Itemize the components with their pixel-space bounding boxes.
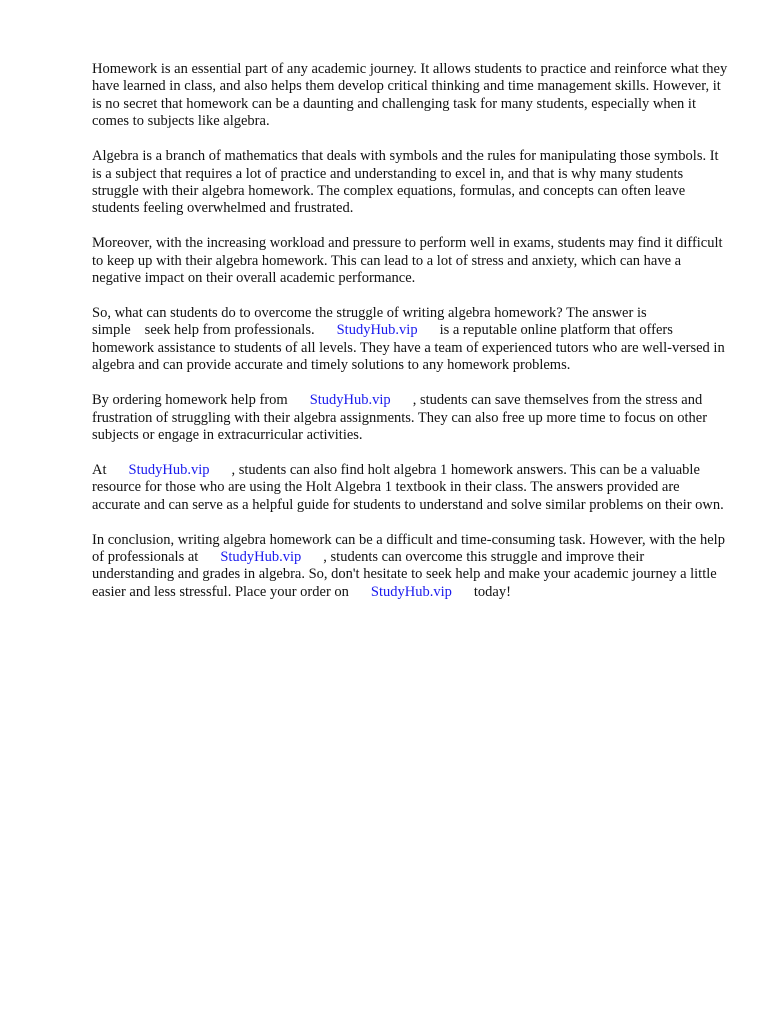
paragraph-solution-text-c: is a reputable online platform that offers homework assistance to students of all levels. They have a team of experienced tutors who are well-versed in algebra and can provide accurate and timely solutions to any homework problems. <box>92 322 725 374</box>
paragraph-algebra <box>92 148 728 218</box>
paragraph-conclusion-text-c: today! <box>473 583 511 600</box>
paragraph-conclusion <box>92 532 728 602</box>
paragraph-workload-text: Moreover, with the increasing workload and pressure to perform well in exams, students may find it difficult to keep up with their algebra homework. This can lead to a lot of stress and anxiety, which can have a negative impact on their overall academic performance. <box>92 235 723 287</box>
paragraph-algebra-text: Algebra is a branch of mathematics that deals with symbols and the rules for manipulating those symbols. It is a subject that requires a lot of practice and understanding to excel in, and that is why many students struggle with their algebra homework. The complex equations, formulas, and concepts can often leave students feeling overwhelmed and frustrated. <box>92 148 719 217</box>
paragraph-workload <box>92 235 728 287</box>
studyhub-link-5[interactable]: StudyHub.vip <box>370 583 452 600</box>
paragraph-conclusion-text-b: , students can overcome this struggle and improve their understanding and grades in algebra. So, don't hesitate to seek help and make your academic journey a little easier and less stressful. Place your order on <box>92 548 717 600</box>
paragraph-ordering <box>92 392 728 444</box>
paragraph-holt-text-b: , students can also find holt algebra 1 homework answers. This can be a valuable resource for those who are using the Holt Algebra 1 textbook in their class. The answers provided are accurate and can serve as a helpful guide for students to understand and solve similar problems on their own. <box>92 461 724 513</box>
paragraph-conclusion-text-a: In conclusion, writing algebra homework can be a difficult and time-consuming task. However, with the help of professionals at <box>92 531 725 565</box>
studyhub-link-1[interactable]: StudyHub.vip <box>336 322 418 339</box>
paragraph-ordering-text-a: By ordering homework help from <box>92 392 288 409</box>
paragraph-holt-text-a: At <box>92 461 107 478</box>
studyhub-link-2[interactable]: StudyHub.vip <box>309 392 391 409</box>
paragraph-intro <box>92 61 728 131</box>
paragraph-solution-text-a: So, what can students do to overcome the struggle of writing algebra homework? The answer is simple <box>92 304 647 339</box>
studyhub-link-4[interactable]: StudyHub.vip <box>220 548 302 565</box>
document-page <box>92 61 728 619</box>
paragraph-solution-text-b: seek help from professionals. <box>144 322 315 339</box>
paragraph-intro-text: Homework is an essential part of any academic journey. It allows students to practice and reinforce what they have learned in class, and also helps them develop critical thinking and time management skills. However, it is no secret that homework can be a daunting and challenging task for many students, especially when it comes to subjects like algebra. <box>92 61 728 130</box>
paragraph-solution <box>92 305 728 375</box>
paragraph-ordering-text-b: , students can save themselves from the stress and frustration of struggling with their algebra assignments. They can also free up more time to focus on other subjects or engage in extracurricular activities. <box>92 392 708 443</box>
paragraph-holt <box>92 462 728 514</box>
studyhub-link-3[interactable]: StudyHub.vip <box>128 461 210 478</box>
